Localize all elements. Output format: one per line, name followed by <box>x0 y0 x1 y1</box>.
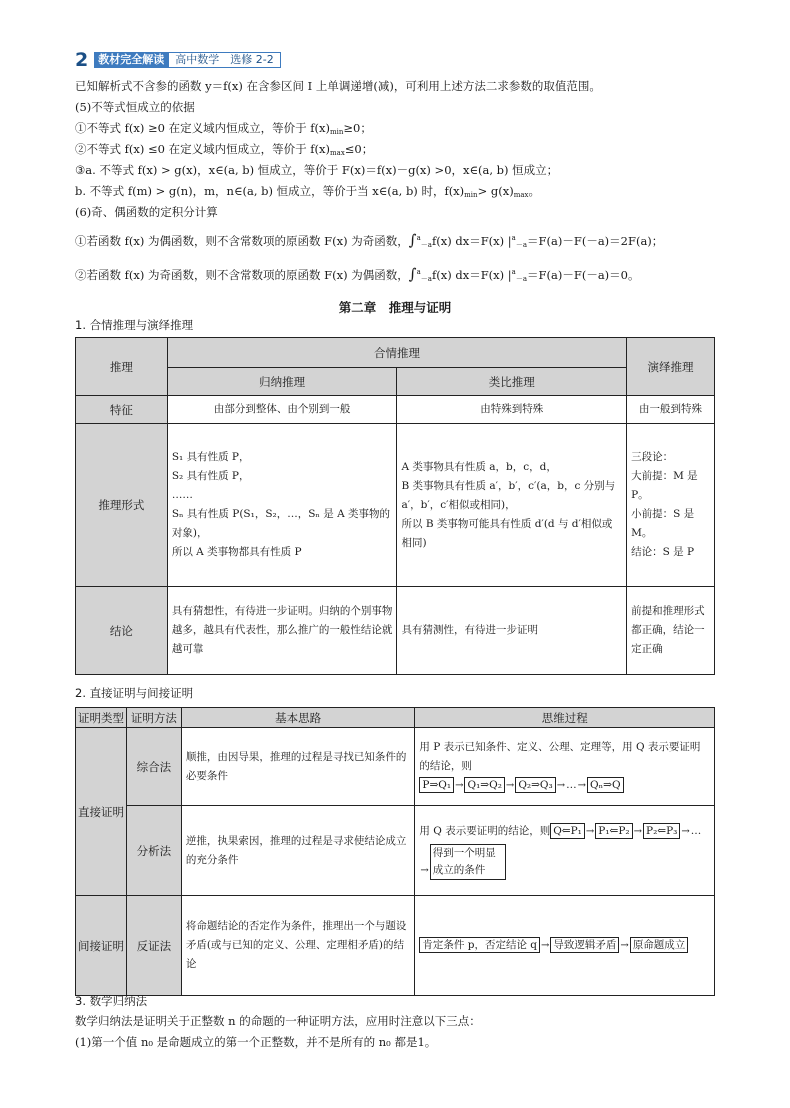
flow-box: P₁⇐P₂ <box>595 823 632 839</box>
direct-proof-label: 直接证明 <box>76 728 127 896</box>
header-plausible: 合情推理 <box>167 338 626 368</box>
flow-box: P₂⇐P₃ <box>643 823 680 839</box>
header-reasoning: 推理 <box>76 338 168 396</box>
flow-box: 得到一个明显成立的条件 <box>430 844 506 880</box>
form-induction: S₁ 具有性质 P， S₂ 具有性质 P， …… Sₙ 具有性质 P(S₁，S₂，…，Sₙ 是 A 类事物的对象)， 所以 A 类事物都具有性质 P <box>167 424 397 587</box>
row-feature-label: 特征 <box>76 396 168 424</box>
method-synthesis: 综合法 <box>126 728 181 806</box>
flow-box: 导致逻辑矛盾 <box>550 937 619 953</box>
synthesis-idea: 顺推，由因导果，推理的过程是寻找已知条件的必要条件 <box>181 728 415 806</box>
header-deductive: 演绎推理 <box>627 338 715 396</box>
header-idea: 基本思路 <box>181 708 415 728</box>
conclusion-analogy: 具有猜测性，有待进一步证明 <box>397 587 627 675</box>
proof-table <box>75 707 715 996</box>
flow-box: Q₂⇒Q₃ <box>515 777 555 793</box>
row-conclusion-label: 结论 <box>76 587 168 675</box>
series-tag: 教材完全解读 <box>94 52 168 68</box>
induction-intro: 数学归纳法是证明关于正整数 n 的命题的一种证明方法，应用时注意以下三点： <box>75 1014 481 1028</box>
section3-title: 3. 数学归纳法 <box>75 994 148 1008</box>
header-analogy: 类比推理 <box>397 368 627 396</box>
feature-deductive: 由一般到特殊 <box>627 396 715 424</box>
feature-induction: 由部分到整体、由个别到一般 <box>167 396 397 424</box>
feature-analogy: 由特殊到特殊 <box>397 396 627 424</box>
conclusion-induction: 具有猜想性，有待进一步证明。归纳的个别事物越多，越具有代表性，那么推广的一般性结论就越可靠 <box>167 587 397 675</box>
form-deductive: 三段论： 大前提：M 是 P。 小前提：S 是 M。 结论：S 是 P <box>627 424 715 587</box>
induction-point-1: (1)第一个值 n₀ 是命题成立的第一个正整数，并不是所有的 n₀ 都是1。 <box>75 1035 437 1049</box>
contradiction-idea: 将命题结论的否定作为条件，推理出一个与题设矛盾(或与已知的定义、公理、定理相矛盾)的结论 <box>181 896 415 996</box>
flow-box: P⇒Q₁ <box>419 777 454 793</box>
analysis-idea: 逆推，执果索因，推理的过程是寻求使结论成立的充分条件 <box>181 806 415 896</box>
conclusion-deductive: 前提和推理形式都正确，结论一定正确 <box>627 587 715 675</box>
item6-1: ①若函数 f(x) 为偶函数，则不含常数项的原函数 F(x) 为奇函数，∫$^a_{-a}$f(x) dx＝F(x) $|^a_{-a}=F(a)-F(-a)=2F(a)$； <box>75 231 664 249</box>
item6-2: ②若函数 f(x) 为奇函数，则不含常数项的原函数 F(x) 为偶函数，∫$^a_{-a}$f(x) dx＝F(x) $|^a_{-a}=F(a)-F(-a)=0$。 <box>75 265 640 283</box>
contradiction-process: 肯定条件 p，否定结论 q → 导致逻辑矛盾 → 原命题成立 <box>415 896 715 996</box>
row-form-label: 推理形式 <box>76 424 168 587</box>
flow-box: 肯定条件 p，否定结论 q <box>419 937 540 953</box>
header-method: 证明方法 <box>126 708 181 728</box>
header-process: 思维过程 <box>415 708 715 728</box>
course-tag: 高中数学 选修 2-2 <box>168 52 280 68</box>
header-induction: 归纳推理 <box>167 368 397 396</box>
item5-2: ②不等式 f(x) ≤0 在定义域内恒成立，等价于 $f(x)_{max}\le 0$； <box>75 142 374 157</box>
reasoning-table <box>75 337 715 675</box>
flow-box: Q⇐P₁ <box>550 823 585 839</box>
page-header <box>75 50 281 70</box>
flow-box: Q₁⇒Q₂ <box>464 777 504 793</box>
chapter-title: 第二章 推理与证明 <box>338 300 452 315</box>
item5-1: ①不等式 f(x) ≥0 在定义域内恒成立，等价于 $f(x)_{min}\ge 0$； <box>75 121 372 136</box>
flow-box: Qₙ⇒Q <box>587 777 624 793</box>
page-number: 2 <box>75 49 89 71</box>
section1-title: 1. 合情推理与演绎推理 <box>75 318 194 332</box>
synthesis-process: 用 P 表示已知条件、定义、公理、定理等，用 Q 表示要证明的结论，则 P⇒Q₁ → Q₁⇒Q₂ → Q₂⇒Q₃ →…→ Qₙ⇒Q <box>415 728 715 806</box>
section2-title: 2. 直接证明与间接证明 <box>75 686 194 700</box>
flow-ellipsis: … <box>690 824 702 837</box>
method-analysis: 分析法 <box>126 806 181 896</box>
item6-title: (6)奇、偶函数的定积分计算 <box>75 205 218 219</box>
header-type: 证明类型 <box>76 708 127 728</box>
method-contradiction: 反证法 <box>126 896 181 996</box>
flow-box: 原命题成立 <box>630 937 689 953</box>
form-analogy: A 类事物具有性质 a，b，c，d， B 类事物具有性质 a′，b′，c′(a，b，c 分别与 a′，b′，c′相似或相同)， 所以 B 类事物可能具有性质 d′(d 与 d′相似或相同) <box>397 424 627 587</box>
flow-ellipsis: … <box>566 779 577 791</box>
analysis-process: 用 Q 表示要证明的结论，则 Q⇐P₁ → P₁⇐P₂ → P₂⇐P₃ →… →得到一个明显成立的条件 <box>415 806 715 896</box>
item5-title: (5)不等式恒成立的依据 <box>75 100 195 114</box>
item5-4: b. 不等式 f(m) > g(n)，m，n∈(a, b) 恒成立，等价于当 x∈(a, b) 时，$f(x)_{min}> g(x)_{max}$。 <box>75 184 540 199</box>
item5-3: ③a. 不等式 f(x) > g(x)，x∈(a, b) 恒成立，等价于 F(x)＝f(x)－g(x) >0，x∈(a, b) 恒成立； <box>75 163 559 177</box>
indirect-proof-label: 间接证明 <box>76 896 127 996</box>
intro-line: 已知解析式不含参的函数 y＝f(x) 在含参区间 I 上单调递增(减)，可利用上述方法二求参数的取值范围。 <box>75 79 601 93</box>
